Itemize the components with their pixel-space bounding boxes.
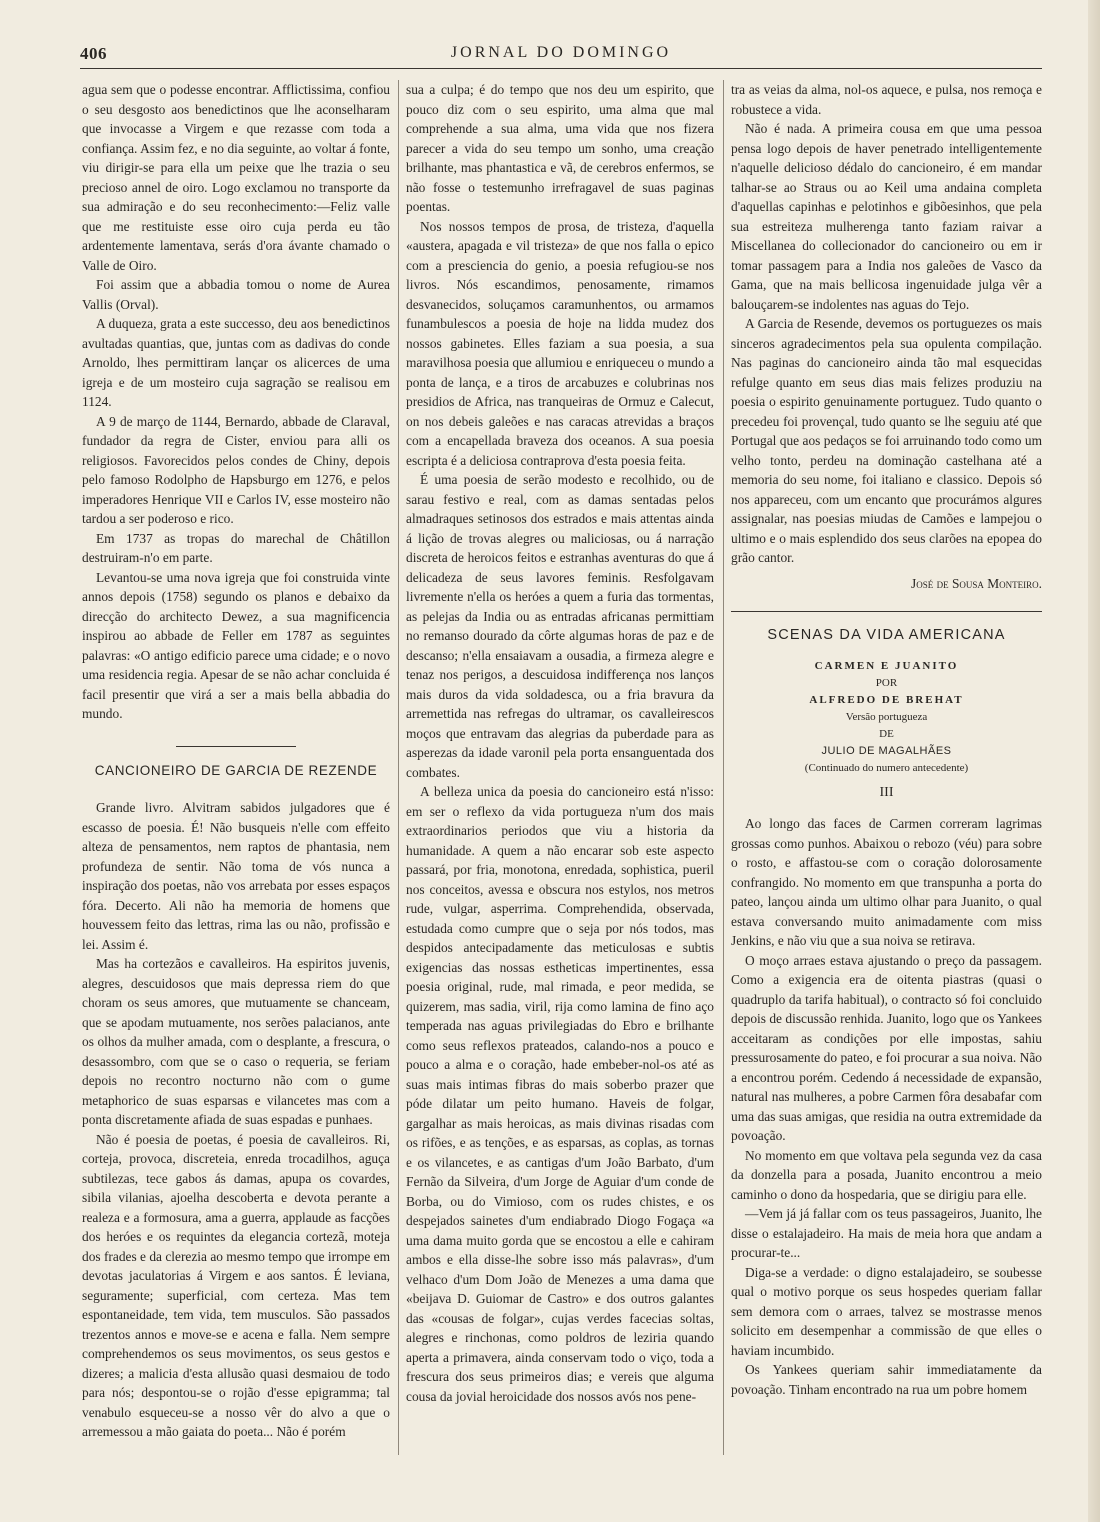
paragraph: Diga-se a verdade: o digno estalajadeiro, se soubesse qual o motivo porque os seus hospedes queriam fallar sem demora com o arraes, talvez se mostrasse menos solicito em desempenhar a commissão de que elles o haviam incumbido. [731, 1264, 1042, 1358]
paragraph: Nos nossos tempos de prosa, de tristeza, d'aquella «austera, apagada e vil tristeza» de que nos falla o epico com a presciencia do genio, a poesia refugiou-se nos livros. Nós escandimos, penosamente, rimamos desvanecidos, soluçamos caramunhentos, ou armamos funambulescos a poesia de hoje na lidda mudez dos nossos gabinetes. Elles faziam a sua poesia, a sua maravilhosa poesia que allumiou e enriqueceu o mundo a ponta de lança, e a tiros de arcabuzes e colubrinas nos presidios de Africa, nas tranqueiras de Ormuz e Calecut, on nos debeis galeões e nas caracas atrevidas a braços com a encapellada braveza dos oceanos. A sua poesia escripta é a deliciosa contraprova d'esta poesia feita. [406, 218, 714, 468]
author-name: ALFREDO DE BREHAT [809, 693, 964, 706]
story-title: CARMEN E JUANITO [814, 659, 959, 672]
journal-title: JORNAL DO DOMINGO [450, 44, 672, 61]
byline-de: DE [879, 727, 894, 740]
byline-por: POR [875, 676, 898, 689]
column-divider [398, 80, 399, 1455]
serial-title: SCENAS DA VIDA AMERICANA [767, 627, 1006, 643]
paragraph: —Vem já já fallar com os teus passageiros, Juanito, lhe disse o estalajadeiro. Ha mais de meia hora que andam a procurar-te... [731, 1206, 1042, 1260]
paper-edge [1088, 0, 1100, 1522]
column-3 [731, 80, 1042, 1480]
paragraph: Em 1737 as tropas do marechal de Châtillon destruiram-n'o em parte. [82, 530, 390, 565]
translator-name: JULIO DE MAGALHÃES [821, 744, 952, 757]
paragraph: Ao longo das faces de Carmen correram lagrimas grossas como punhos. Abaixou o rebozo (véu) para sobre o rosto, e affastou-se com o coração dolorosamente confrangido. No momento em que transpunha a porta do pateo, lançou ainda um ultimo olhar para Juanito, o qual estava conversando muito animadamente com miss Jenkins, e não viu que a sua noiva se retirava. [731, 816, 1042, 948]
translation-note: Versão portugueza [845, 710, 928, 723]
author-signature: José de Sousa Monteiro. [911, 575, 1042, 591]
paragraph: É uma poesia de serão modesto e recolhido, ou de sarau festivo e real, com as damas sentadas pelos almadraques setinosos dos estrados e mais attentas ainda á lição de trovas alegres ou maliciosas, ou á narração discreta de heroicos feitos e estranhas aventuras do que á delicadeza de seus lavores feminis. Resfolgavam livremente n'ella os heróes a quem a furia das tormentas, as pelejas da India ou as entradas africanas permittiam no remanso dourado da côrte algumas horas de paz e de descanso; n'ella ensaiavam a ousadia, a firmeza alegre e tenaz nos perigos, a descuidosa indifferença nos lanços mais duros da vida soldadesca, ou a fria bravura da arremettida nas refregas do ultramar, os cavalleirescos moços que entravam das alegrias da puberdade para as asperezas da idade varonil pela porta ensanguentada dos combates. [406, 472, 714, 780]
paragraph: A Garcia de Resende, devemos os portuguezes os mais sinceros agradecimentos pela sua opulenta compilação. Nas paginas do cancioneiro ainda tão mal esquecidas refulge quanto em seus dias mais felizes produziu na poesia o espirito genuinamente portuguez. Tudo quanto o precedeu foi provençal, tudo quanto se lhe seguiu até que Portugal que aos pedaços se foi arruinando todo como um velho tonto, perdeu na dominação castelhana até a memoria do seu nome, foi italiano e classico. Depois só nos appareceu, com um encanto que procurámos algures assignalar, nas poesias miudas de Camões e lampejou o ultimo e o mais esplendido dos seus clarões na epopea do grão cantor. [731, 316, 1042, 565]
running-head [80, 44, 1042, 69]
section-separator [176, 746, 296, 747]
paragraph: A 9 de março de 1144, Bernardo, abbade de Claraval, fundador da regra de Cister, enviou para alli os religiosos. Favorecidos pelos condes de Chiny, depois pelo famoso Rodolpho de Hapsburgo em 1276, e pelos imperadores Henrique VII e Carlos IV, esse mosteiro não tardou a ser poderoso e rico. [82, 413, 390, 526]
paragraph: tra as veias da alma, nol-os aquece, e pulsa, nos remoça e robustece a vida. [731, 82, 1042, 117]
paragraph: Grande livro. Alvitram sabidos julgadores que é escasso de poesia. É! Não busqueis n'elle com effeito alteza de pensamentos, nem raptos de phantasia, nem profundeza de sentir. Não toma de vós nunca a inspiração dos poetas, não vos arrebata por esses espaços fóra. Decerto. Ali não ha memoria de homens que houvessem feito das lettras, rima las ou não, profissão e lei. Assim é. [82, 800, 390, 952]
paragraph: O moço arraes estava ajustando o preço da passagem. Como a exigencia era de oitenta piastras (quasi o quadruplo da tarifa habitual), o contracto só foi concluido depois de discussão renhida. Juanito, logo que os Yankees acceitaram as condições por elle impostas, sahiu pressurosamente do pateo, e foi procurar a sua noiva. Não a encontrou porém. Cedendo á necessidade de expansão, natural nas mulheres, a pobre Carmen fôra desabafar com uma das suas amigas, que residia na outra extremidade da povoação. [731, 952, 1042, 1143]
paragraph: Mas ha cortezãos e cavalleiros. Ha espiritos juvenis, alegres, descuidosos que mais depressa riem do que choram os seus amores, que mutuamente se chanceam, que se apodam mutuamente, nos serões palacianos, ante os olhos da mulher amada, com o desplante, a frescura, o desassombro, com que se o caso o requeria, se feriam depois no recontro nocturno não com o gume metaphorico de suas esparsas e vilancetes mas com a ponta discretamente afiada de suas espadas e punhaes. [82, 956, 390, 1127]
paragraph: No momento em que voltava pela segunda vez da casa da donzella para a posada, Juanito encontrou a meio caminho o dono da hospedaria, que se dirigiu para elle. [731, 1147, 1042, 1202]
section-title: CANCIONEIRO DE GARCIA DE REZENDE [94, 762, 378, 778]
chapter-number: III [879, 784, 894, 800]
paragraph: A duqueza, grata a este successo, deu aos benedictinos avultadas quantias, que, juntas com as dadivas do conde Arnoldo, lhes permittiram lançar os alicerces de uma igreja e de um mosteiro cuja sagração se realisou em 1124. [82, 316, 390, 409]
paragraph: Os Yankees queriam sahir immediatamente da povoação. Tinham encontrado na rua um pobre homem [731, 1362, 1042, 1397]
paragraph: sua a culpa; é do tempo que nos deu um espirito, que pouco diz com o seu espirito, uma alma que mal comprehende a sua alma, uma vida que nos fizera parecer a vida do seu tempo um sonho, uma creação brilhante, mas phantastica e vã, de cerebros enfermos, se não fosse o testemunho irrefragavel de suas paginas poentas. [406, 82, 714, 214]
paragraph: Não é nada. A primeira cousa em que uma pessoa pensa logo depois de haver penetrado intelligentemente n'aquelle delicioso dédalo do cancioneiro, é em mandar talhar-se ao Straus ou ao Keil uma andaina completa d'aquellas capinhas e pelotinhos e gibõesinhos, que pela sua estreiteza mulherenga tanto faziam raivar a Miscellanea do collecionador do cancioneiro ou em ir tomar passagem para a India nos galeões de Vasco da Gama, que na mais bellicosa ingenuidade julga vêr a balouçarem-se indolentes nas aguas do Tejo. [731, 121, 1042, 312]
column-2 [406, 80, 714, 1480]
section-rule [731, 611, 1042, 612]
paragraph: Foi assim que a abbadia tomou o nome de Aurea Vallis (Orval). [82, 277, 390, 312]
page-number: 406 [80, 44, 107, 63]
paragraph: Não é poesia de poetas, é poesia de cavalleiros. Ri, corteja, provoca, discreteia, enreda trocadilhos, aguça subtilezas, tece gabos ás damas, apupa os covardes, sibila vilanias, ajoelha descoberta e devota perante a realeza e a formosura, ama a guerra, applaude as facções dos heróes e os requintes da elegancia cortezã, moteja dos frades e da clerezia ao mesmo tempo que irrompe em devotas jaculatorias á Virgem e aos santos. É leviana, seguramente; superficial, com certeza. Mas tem espontaneidade, tem vida, tem musculos. São passados trezentos annos e move-se e acena e falla. Nem sempre comprehendemos os seus movimentos, os seus gestos e dizeres; a malicia d'esta allusão quasi desmaiou de todo para nós; despontou-se o rojão d'esse epigramma; tal venabulo esqueceu-se a nosso vêr do alvo a que o arremessou a mão gaiata do poeta... Não é porém [82, 1131, 390, 1439]
column-divider [723, 80, 724, 1455]
paragraph: Levantou-se uma nova igreja que foi construida vinte annos depois (1758) segundo os planos e debaixo da direcção do architecto Dewez, a sua magnificencia inspirou ao abbade de Feller em 1787 as seguintes palavras: «O antigo edificio parece uma cidade; e o novo uma residencia regia. Apesar de se não achar concluida é facil presentir que virá a ser a mais bella abbadia do mundo. [82, 569, 390, 721]
paragraph: agua sem que o podesse encontrar. Afflictissima, confiou o seu desgosto aos benedictinos que lhe aconselharam que invocasse a Virgem e que rezasse com toda a confiança. Assim fez, e no dia seguinte, ao voltar á fonte, viu dirigir-se para ella um peixe que lhe trazia o seu precioso annel de oiro. Logo exclamou no transporte da sua admiração e do seu reconhecimento:—Feliz valle que me restituiste esse oiro cuja perda eu tão ardentemente lamentava, serás d'ora ávante chamado o Valle de Oiro. [82, 82, 390, 273]
column-1 [82, 80, 390, 1480]
paragraph: A belleza unica da poesia do cancioneiro está n'isso: em ser o reflexo da vida portugueza n'um dos mais extraordinarios periodos que viu a historia da humanidade. A quem a não encarar sob este aspecto passará, por fria, monotona, enredada, sophistica, pueril nos conceitos, avessa e obscura nos estylos, nos metros rude, vulgar, asperrima. Comprehendida, observada, estudada como cumpre que o seja por nós todos, mas despidos antecipadamente das meticulosas e subtis exigencias das nossas estheticas impertinentes, essa poesia original, rude, mal rimada, e peor medida, se quizerem, mas sadia, viril, rija como lamina de fino aço temperada nas aguas privilegiadas do Ebro e brilhante como seus reflexos prateados, calando-nos a pouco e pouco a alma e o coração, hade embeber-nol-os até as suas mais intimas fibras do mais soberbo prazer que póde dilatar um peito humano. Haveis de folgar, gargalhar as mais heroicas, as mais divinas risadas com os rifões, e as tenções, e as esparsas, as coplas, as tornas e os vilancetes, e as cantigas d'um João Barbato, d'um Fernão da Silveira, d'um Jorge de Aguiar d'um conde de Borba, ou do Vimioso, com os rudes chistes, e os despejados sainetes d'um endiabrado Diogo Fogaça «a uma dama muito gorda que se encostou a elle e cahiram ambos e ella disse-lhe sobre isso más palavras», d'um velhaco d'um Dom João de Menezes a uma dama que «beijava D. Guiomar de Castro» e dos outros galantes das «cousas de folgar», cujas verdes facecias soltas, alegres e rinchonas, como poldros de leziria quando aperta a primavera, ainda conservam todo o viço, toda a frescura dos seus primeiros dias; e vereis que alguma cousa da jovial heroicidade dos nossos avós nos pene- [406, 784, 714, 1404]
continued-note: (Continuado do numero antecedente) [804, 761, 969, 774]
